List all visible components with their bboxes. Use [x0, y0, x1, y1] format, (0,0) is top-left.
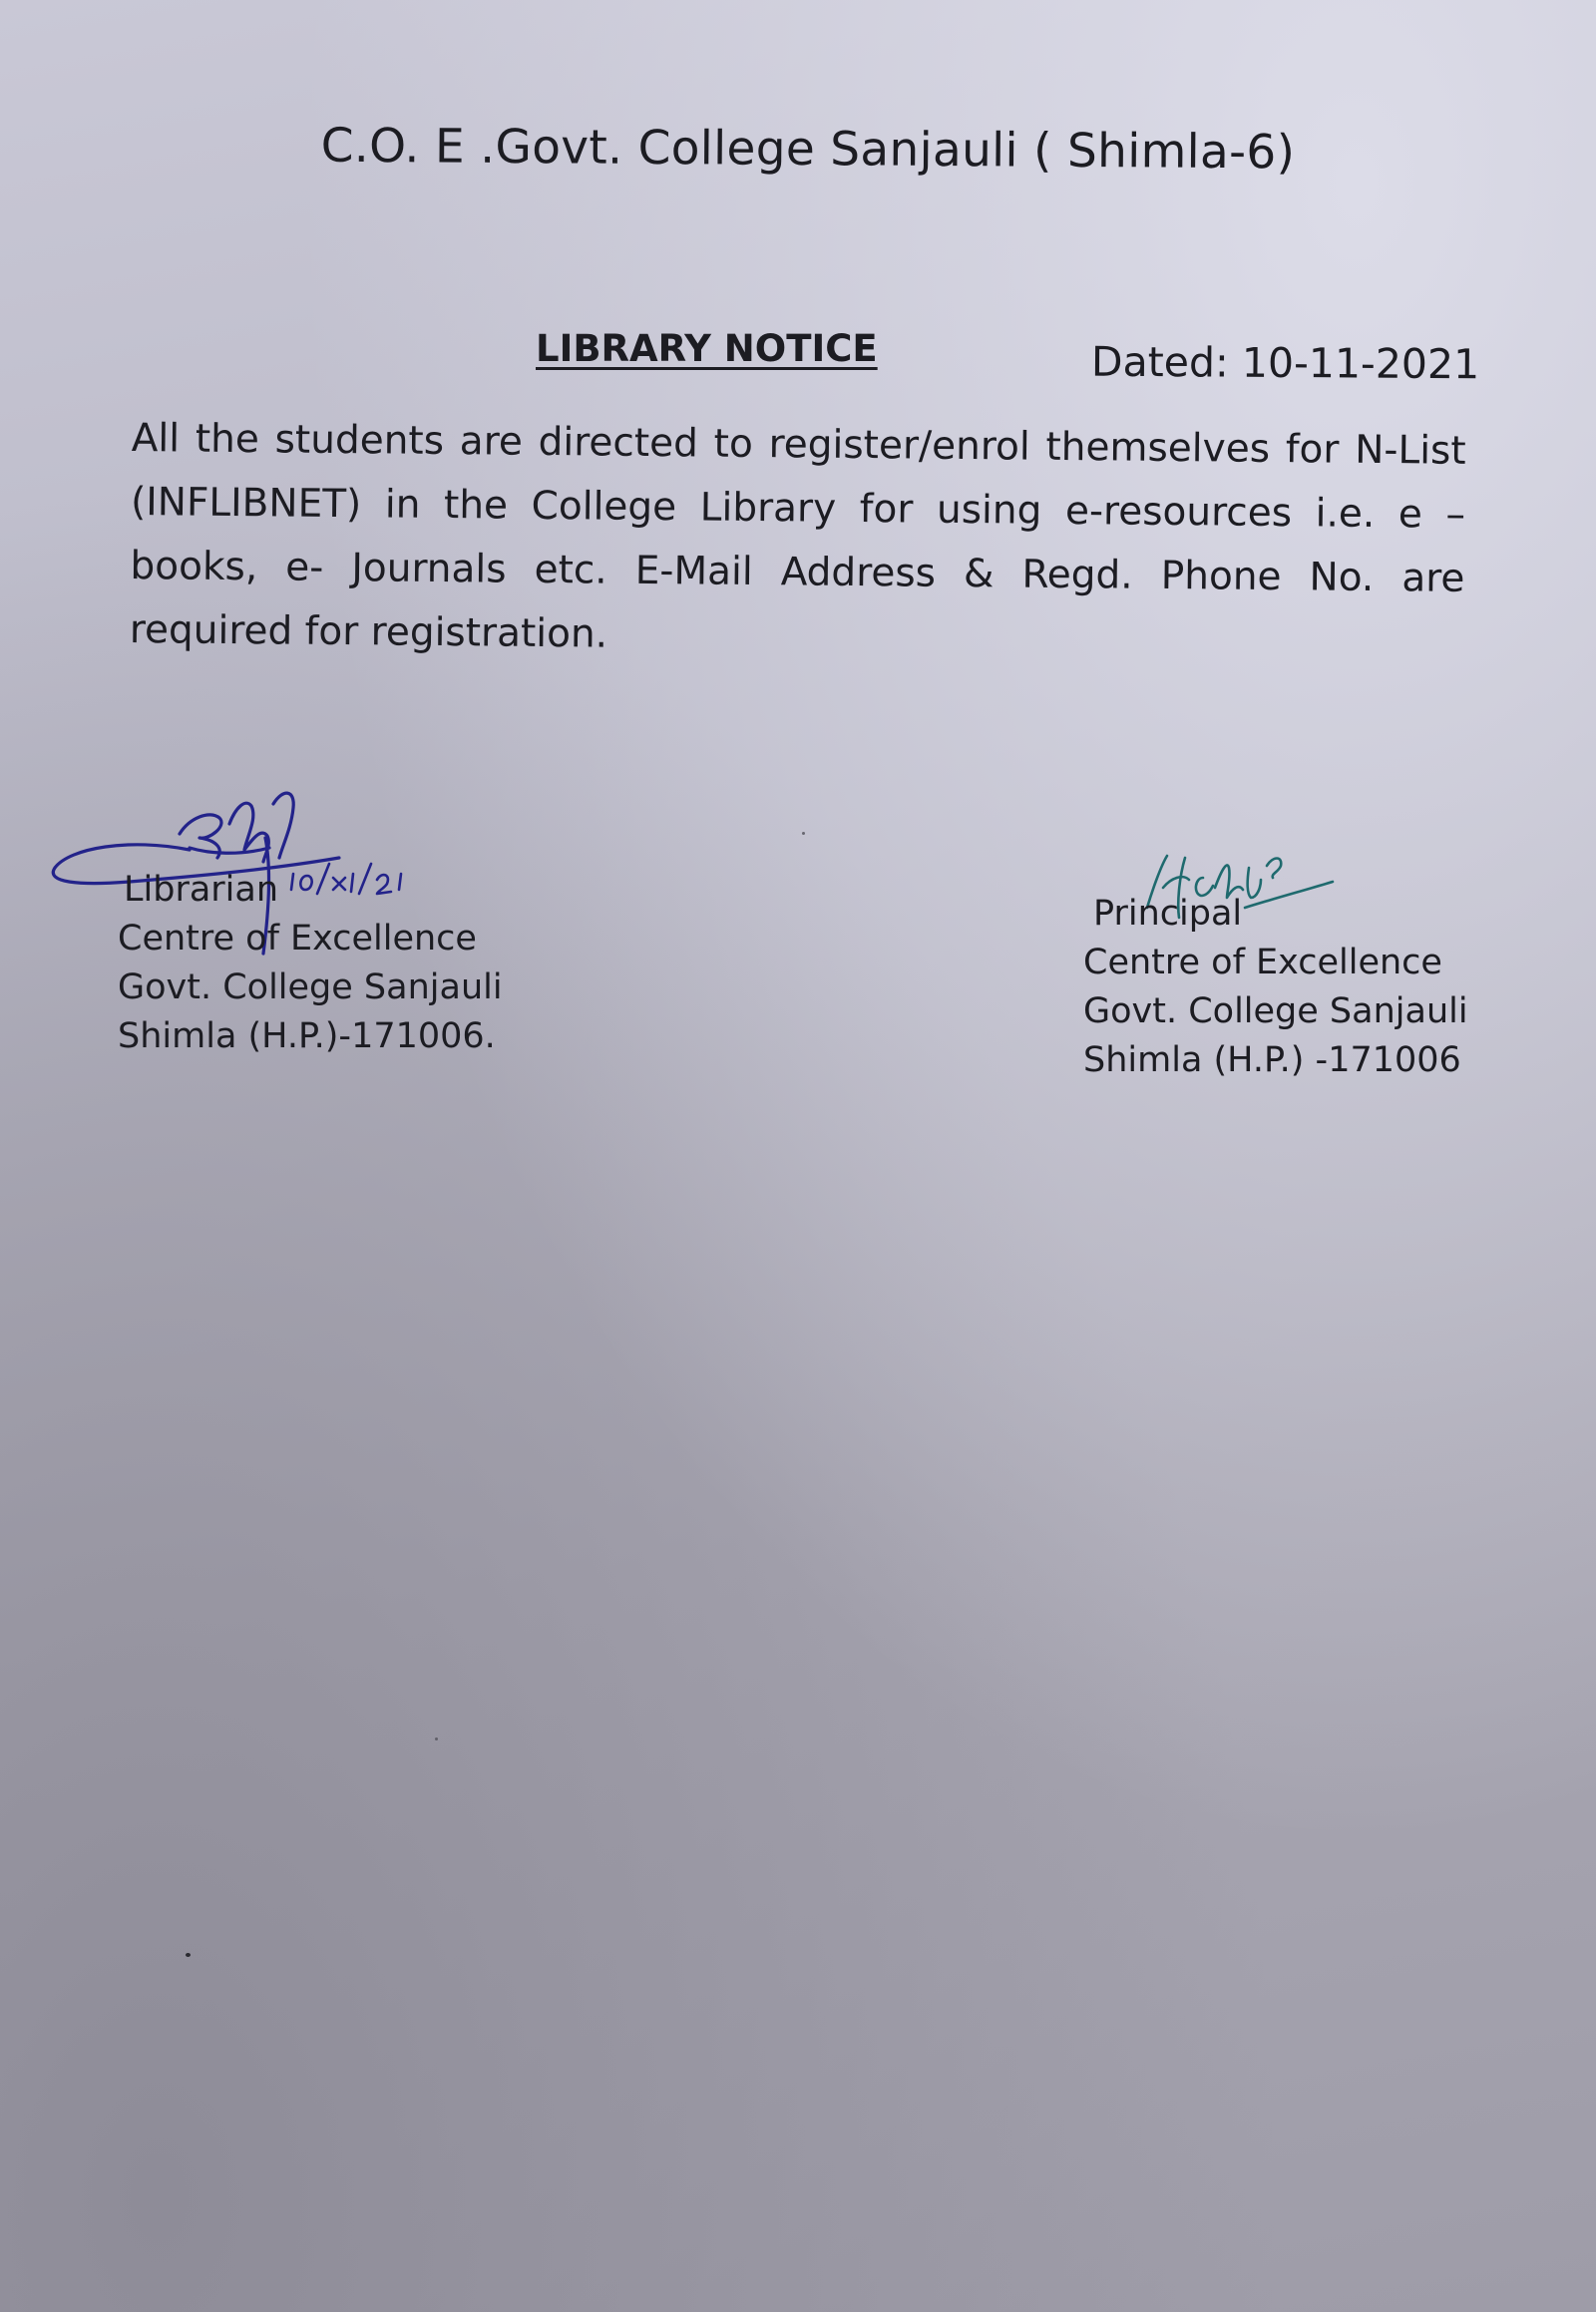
principal-college: Govt. College Sanjauli [1083, 991, 1468, 1031]
principal-address: Shimla (H.P.) -171006 [1083, 1040, 1461, 1080]
principal-signature-block [1083, 890, 1468, 1085]
paper-speck [802, 832, 805, 835]
librarian-institution: Centre of Excellence [118, 919, 477, 959]
notice-heading: LIBRARY NOTICE [536, 327, 878, 370]
paper-speck [435, 1737, 438, 1740]
principal-role: Principal [1093, 894, 1243, 934]
notice-date: Dated: 10-11-2021 [1090, 337, 1480, 389]
paper-speck [186, 1953, 191, 1957]
principal-institution: Centre of Excellence [1083, 943, 1442, 982]
librarian-college: Govt. College Sanjauli [118, 967, 503, 1007]
notice-body: All the students are directed to register/enrol themselves for N-List (INFLIBNET) in the College Library for using e-resources i.e. e – books, e- Journals etc. E-Mail Address & Regd. Phone No. are required for registration. [129, 415, 1466, 657]
librarian-role: Librarian [124, 870, 279, 910]
college-title: C.O. E .Govt. College Sanjauli ( Shimla-6) [320, 118, 1296, 181]
librarian-signature-block [118, 866, 503, 1061]
librarian-address: Shimla (H.P.)-171006. [118, 1016, 496, 1056]
